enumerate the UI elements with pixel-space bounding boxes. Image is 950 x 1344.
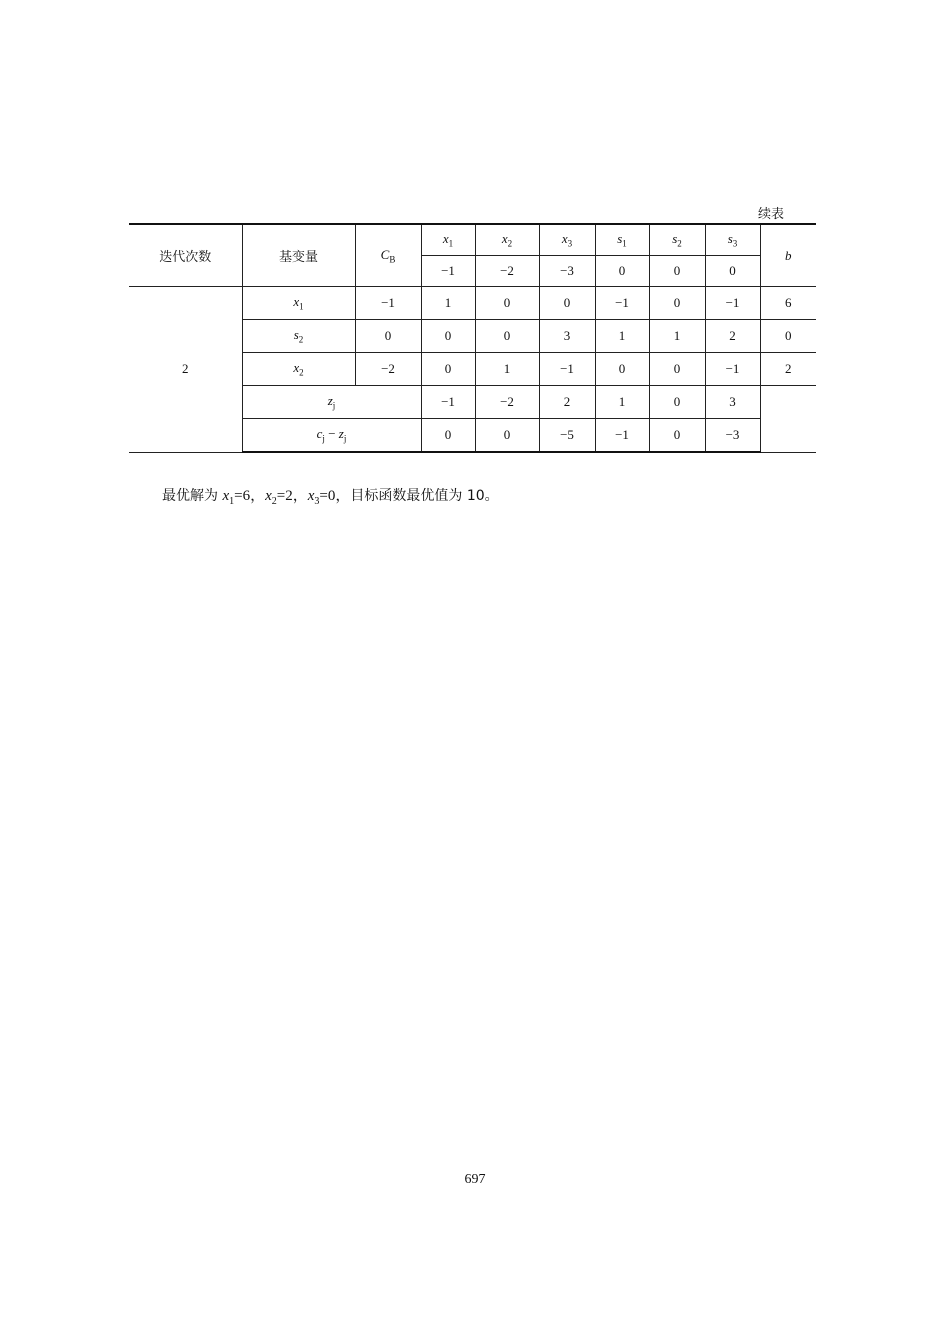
cb-value: −2 bbox=[355, 353, 421, 386]
table-cell: −2 bbox=[475, 386, 539, 419]
table-cell: 0 bbox=[475, 320, 539, 353]
header-var-x1: $x_1$ bbox=[421, 224, 475, 256]
header-var-x3: $x_3$ bbox=[539, 224, 595, 256]
basis-var: $x_1$ bbox=[242, 287, 355, 320]
cost-s3: 0 bbox=[705, 256, 760, 287]
header-cb: $C_B$ bbox=[355, 224, 421, 287]
cost-s2: 0 bbox=[649, 256, 705, 287]
continued-label: 续表 bbox=[758, 207, 785, 222]
conclusion-text: 最优解为 $x_1=6$，$x_2=2$，$x_3=0$，目标函数最优值为 10。 bbox=[162, 488, 499, 507]
table-cell: 0 bbox=[421, 320, 475, 353]
header-iteration: 迭代次数 bbox=[129, 224, 242, 287]
b-value: 0 bbox=[760, 320, 816, 353]
table-cell: 1 bbox=[595, 386, 649, 419]
table-cell: 3 bbox=[539, 320, 595, 353]
zj-label: $z_j$ bbox=[242, 386, 421, 419]
simplex-table bbox=[129, 223, 816, 453]
basis-var: $s_2$ bbox=[242, 320, 355, 353]
cb-value: −1 bbox=[355, 287, 421, 320]
table-cell: 0 bbox=[475, 287, 539, 320]
iteration-value: 2 bbox=[129, 287, 242, 453]
header-basis: 基变量 bbox=[242, 224, 355, 287]
table-cell: 1 bbox=[595, 320, 649, 353]
table-cell: 2 bbox=[705, 320, 760, 353]
table-cell: 1 bbox=[421, 287, 475, 320]
table-cell: −1 bbox=[539, 353, 595, 386]
table-cell: 0 bbox=[421, 353, 475, 386]
header-var-s3: $s_3$ bbox=[705, 224, 760, 256]
header-var-x2: $x_2$ bbox=[475, 224, 539, 256]
table-cell: −1 bbox=[595, 419, 649, 453]
table-cell: 0 bbox=[421, 419, 475, 453]
table-cell: −5 bbox=[539, 419, 595, 453]
table-cell: 0 bbox=[649, 419, 705, 453]
cost-x3: −3 bbox=[539, 256, 595, 287]
table-cell: 0 bbox=[475, 419, 539, 453]
cost-s1: 0 bbox=[595, 256, 649, 287]
table-cell: −1 bbox=[595, 287, 649, 320]
empty-b-cell bbox=[760, 386, 816, 453]
table-cell: −1 bbox=[421, 386, 475, 419]
table-cell: −1 bbox=[705, 287, 760, 320]
table-cell: −3 bbox=[705, 419, 760, 453]
table-cell: 0 bbox=[595, 353, 649, 386]
table-cell: 0 bbox=[649, 353, 705, 386]
page-number: 697 bbox=[464, 1172, 486, 1187]
b-value: 2 bbox=[760, 353, 816, 386]
cb-value: 0 bbox=[355, 320, 421, 353]
table-cell: 0 bbox=[649, 287, 705, 320]
table-cell: 3 bbox=[705, 386, 760, 419]
cost-x1: −1 bbox=[421, 256, 475, 287]
table-cell: 0 bbox=[539, 287, 595, 320]
header-var-s1: $s_1$ bbox=[595, 224, 649, 256]
header-var-s2: $s_2$ bbox=[649, 224, 705, 256]
table-cell: −1 bbox=[705, 353, 760, 386]
table-cell: 1 bbox=[475, 353, 539, 386]
cost-x2: −2 bbox=[475, 256, 539, 287]
table-cell: 2 bbox=[539, 386, 595, 419]
table-cell: 1 bbox=[649, 320, 705, 353]
table-cell: 0 bbox=[649, 386, 705, 419]
b-value: 6 bbox=[760, 287, 816, 320]
table-row bbox=[129, 287, 816, 320]
basis-var: $x_2$ bbox=[242, 353, 355, 386]
header-b: b bbox=[760, 224, 816, 287]
header-row-vars bbox=[129, 224, 816, 256]
cj-zj-label: $c_j - z_j$ bbox=[242, 419, 421, 453]
